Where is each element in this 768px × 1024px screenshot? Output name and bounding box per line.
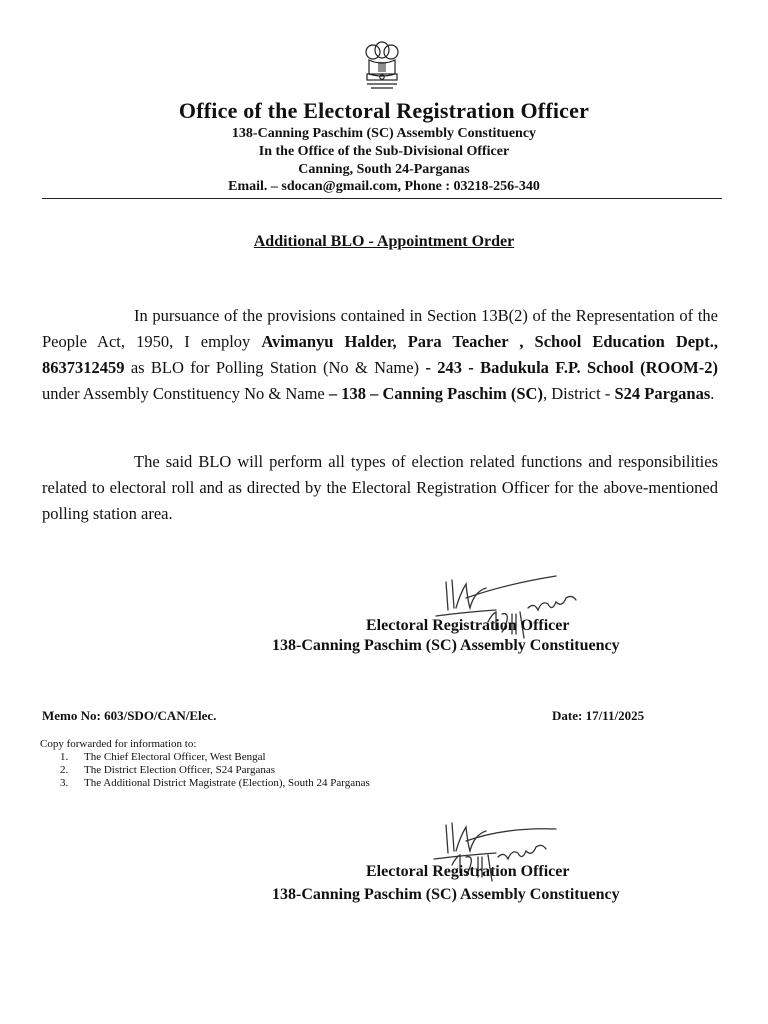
list-item <box>60 777 370 790</box>
national-emblem-icon <box>361 40 403 96</box>
list-item-text: The District Election Officer, S24 Parganas <box>84 764 275 776</box>
office-line: In the Office of the Sub-Divisional Officer <box>258 144 510 159</box>
signatory-constituency: 138-Canning Paschim (SC) Assembly Constituency <box>272 637 620 654</box>
list-item-number: 2. <box>60 764 69 776</box>
p1-text-2: as BLO for Polling Station (No & Name) <box>124 358 426 377</box>
constituency-line: 138-Canning Paschim (SC) Assembly Constituency <box>231 126 537 141</box>
header-divider <box>42 198 722 199</box>
p1-text-1: In pursuance of the provisions contained in Section 13B(2) of the Representation of the People Act, 1950, I employ <box>42 306 718 351</box>
signatory-designation-2: Electoral Registration Officer <box>366 863 570 880</box>
district: S24 Parganas <box>614 384 711 403</box>
list-item-number: 3. <box>60 777 69 789</box>
p1-text-4: , District - <box>542 384 615 403</box>
blo-name: Avimanyu Halder, Para Teacher , School Education Dept., 8637312459 <box>42 332 718 377</box>
list-item-text: The Additional District Magistrate (Election), South 24 Parganas <box>84 777 370 789</box>
order-paragraph-1 <box>42 303 718 407</box>
p1-text-5: . <box>710 384 715 403</box>
list-item-number: 1. <box>60 751 69 763</box>
office-title: Office of the Electoral Registration Officer <box>178 98 590 123</box>
p1-text-3: under Assembly Constituency No & Name <box>42 384 329 403</box>
polling-station: - 243 - Badukula F.P. School (ROOM-2) <box>425 358 718 377</box>
order-subject-text: Additional BLO - Appointment Order <box>253 233 515 250</box>
place-line: Canning, South 24-Parganas <box>298 162 470 177</box>
list-item <box>60 764 370 777</box>
order-paragraph-2: The said BLO will perform all types of election related functions and responsibilities related to electoral roll and as directed by the Electoral Registration Officer for the above-mentioned polling station area. <box>42 452 718 523</box>
list-item-text: The Chief Electoral Officer, West Bengal <box>84 751 266 763</box>
signatory-constituency-2: 138-Canning Paschim (SC) Assembly Constituency <box>272 886 620 903</box>
copy-list <box>60 751 370 790</box>
copy-forwarded-heading: Copy forwarded for information to: <box>40 738 197 750</box>
order-date: Date: 17/11/2025 <box>552 708 645 723</box>
order-subject <box>0 233 768 251</box>
signatory-designation: Electoral Registration Officer <box>366 617 570 634</box>
contact-line: Email. – sdocan@gmail.com, Phone : 03218-256-340 <box>228 179 540 194</box>
list-item <box>60 751 370 764</box>
assembly-constituency: – 138 – Canning Paschim (SC) <box>328 384 543 403</box>
memo-number: Memo No: 603/SDO/CAN/Elec. <box>42 708 217 723</box>
